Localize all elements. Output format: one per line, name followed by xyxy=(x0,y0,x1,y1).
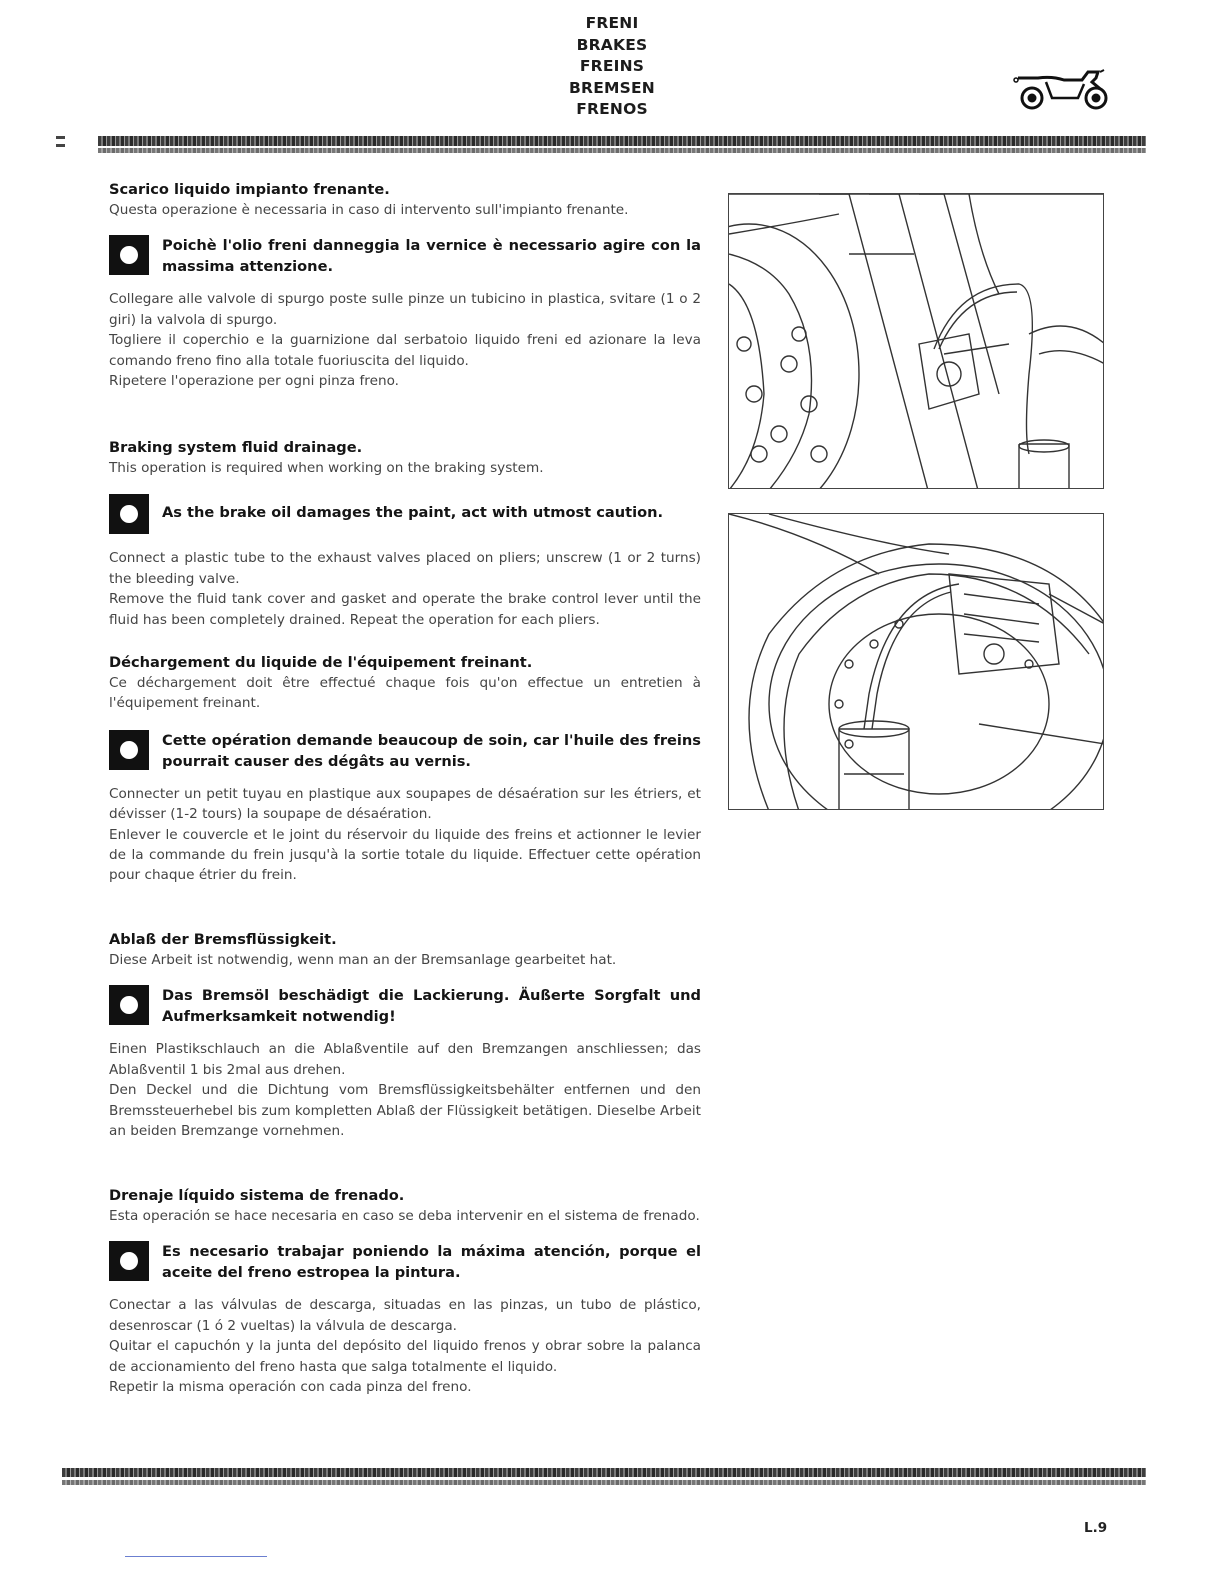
title-es: FRENOS xyxy=(576,100,648,118)
section-title: Déchargement du liquide de l'équipement freinant. xyxy=(109,654,533,671)
rear-brake-caliper-bleeding-illustration xyxy=(729,514,1104,810)
section-title: Scarico liquido impianto frenante. xyxy=(109,181,390,198)
top-rule xyxy=(98,136,1146,146)
section-intro: Questa operazione è necessaria in caso di intervento sull'impianto frenante. xyxy=(109,202,629,218)
title-fr: FREINS xyxy=(579,57,645,75)
section-intro: This operation is required when working on the braking system. xyxy=(109,460,544,476)
warning-text: Cette opération demande beaucoup de soin, car l'huile des freins pourrait causer des dégâts au vernis. xyxy=(162,731,701,770)
section-french xyxy=(109,653,701,886)
section-intro: Ce déchargement doit être effectué chaque fois qu'on effectue un entretien à l'équipement freinant. xyxy=(109,675,701,712)
footer-link-line xyxy=(125,1556,267,1557)
body-paragraph: Togliere il coperchio e la guarnizione dal serbatoio liquido freni ed azionare la leva comando freno fino alla totale fuoriuscita del liquido. xyxy=(109,332,701,369)
body-paragraph: Den Deckel und die Dichtung vom Bremsflüssigkeitsbehälter entfernen und den Bremssteuerhebel bis zum kompletten Ablaß der Flüssigkeit betätigen. Dieselbe Arbeit an beiden Bremzange vornehmen. xyxy=(109,1082,701,1140)
body-paragraph: Ripetere l'operazione per ogni pinza freno. xyxy=(109,373,399,390)
section-title: Ablaß der Bremsflüssigkeit. xyxy=(109,931,337,948)
body-paragraph: Repetir la misma operación con cada pinza del freno. xyxy=(109,1379,472,1396)
section-title: Drenaje líquido sistema de frenado. xyxy=(109,1187,405,1204)
front-brake-caliper-bleeding-illustration xyxy=(729,194,1104,489)
warning-block xyxy=(109,1241,701,1283)
section-german xyxy=(109,930,701,1141)
body-paragraph: Connect a plastic tube to the exhaust valves placed on pliers; unscrew (1 or 2 turns) the bleeding valve. xyxy=(109,550,701,587)
body-paragraph: Conectar a las válvulas de descarga, situadas en las pinzas, un tubo de plástico, desenroscar (1 ó 2 vueltas) la válvula de descarga. xyxy=(109,1297,701,1334)
warning-text: As the brake oil damages the paint, act with utmost caution. xyxy=(162,504,664,522)
warning-text: Poichè l'olio freni danneggia la vernice è necessario agire con la massima attenzione. xyxy=(162,237,701,276)
warning-block xyxy=(109,494,701,536)
warning-block xyxy=(109,985,701,1027)
title-en: BRAKES xyxy=(576,35,648,54)
title-it: FRENI xyxy=(585,14,639,32)
section-spanish xyxy=(109,1186,701,1397)
section-intro: Esta operación se hace necesaria en caso se deba intervenir en el sistema de frenado. xyxy=(109,1208,700,1224)
section-intro: Diese Arbeit ist notwendig, wenn man an der Bremsanlage gearbeitet hat. xyxy=(109,952,617,968)
section-title: Braking system fluid drainage. xyxy=(109,439,363,456)
motorcycle-icon xyxy=(1008,64,1112,114)
warning-block xyxy=(109,235,701,277)
body-paragraph: Connecter un petit tuyau en plastique aux soupapes de désaération sur les étriers, et dévisser (1-2 tours) la soupape de désaération. xyxy=(109,785,701,823)
warning-icon xyxy=(109,730,149,770)
body-paragraph: Remove the fluid tank cover and gasket and operate the brake control lever until the fluid has been completely drained. Repeat the operation for each pliers. xyxy=(109,591,701,628)
page-number: L.9 xyxy=(1084,1520,1108,1536)
bottom-rule xyxy=(62,1468,1146,1477)
warning-icon xyxy=(109,1241,149,1281)
warning-text: Es necesario trabajar poniendo la máxima atención, porque el aceite del freno estropea la pintura. xyxy=(162,1243,701,1282)
bottom-rule-thin xyxy=(62,1480,1146,1485)
body-paragraph: Quitar el capuchón y la junta del depósito del liquido frenos y obrar sobre la palanca de accionamiento del freno hasta que salga totalmente el liquido. xyxy=(109,1338,701,1375)
figure-front-brake xyxy=(728,193,1104,489)
title-de: BREMSEN xyxy=(569,78,655,97)
body-paragraph: Enlever le couvercle et le joint du réservoir du liquide des freins et actionner le levier de la commande du frein jusqu'à la sortie totale du liquide. Effectuer cette opération pour chaque étrier du frein. xyxy=(109,826,701,884)
top-rule-thin xyxy=(98,148,1146,153)
section-italian xyxy=(109,180,701,391)
body-paragraph: Collegare alle valvole di spurgo poste sulle pinze un tubicino in plastica, svitare (1 o 2 giri) la valvola di spurgo. xyxy=(109,291,701,328)
warning-icon xyxy=(109,985,149,1025)
body-paragraph: Einen Plastikschlauch an die Ablaßventile auf den Bremzangen anschliessen; das Ablaßventil 1 bis 2mal aus drehen. xyxy=(109,1041,701,1078)
margin-ticks xyxy=(56,136,66,156)
warning-icon xyxy=(109,494,149,534)
warning-text: Das Bremsöl beschädigt die Lackierung. Äußerte Sorgfalt und Aufmerksamkeit notwendig! xyxy=(162,987,701,1026)
section-english xyxy=(109,438,701,630)
warning-icon xyxy=(109,235,149,275)
figure-rear-brake xyxy=(728,513,1104,810)
warning-block xyxy=(109,730,701,772)
